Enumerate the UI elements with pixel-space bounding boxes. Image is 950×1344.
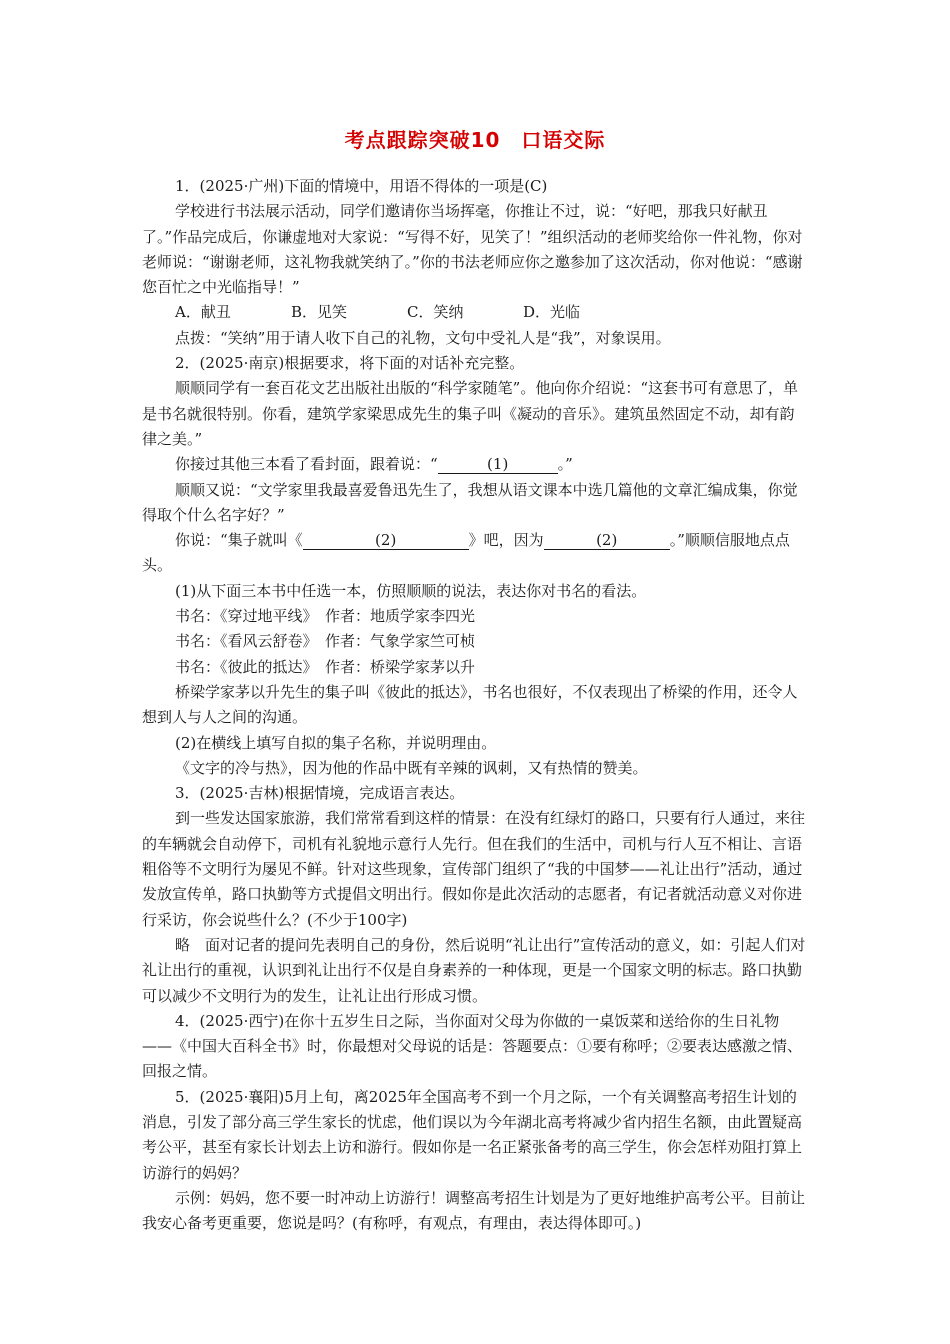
question-2-dialogue-2: 顺顺又说：“文学家里我最喜爱鲁迅先生了，我想从语文课本中选几篇他的文章汇编成集，你觉得取个什么名字好？”	[142, 480, 798, 524]
question-2-answer-2: 《文字的冷与热》，因为他的作品中既有辛辣的讽刺，又有热情的赞美。	[175, 758, 648, 777]
dialogue-text: 你说：“集子就叫《	[175, 531, 303, 550]
question-5-stem: 5．(2025·襄阳)5月上旬，离2025年全国高考不到一个月之际，一个有关调整高考招生计划的消息，引发了部分高三学生家长的忧虑，他们误以为今年湖北高考将减少省内招生名额，由此置疑高考公平，甚至有家长计划去上访和游行。假如你是一名正紧张备考的高三学生，你会怎样劝阻打算上访游行的妈妈？	[142, 1087, 803, 1182]
question-2-stem: 2．(2025·南京)根据要求，将下面的对话补充完整。	[175, 354, 525, 373]
question-2-dialogue-1	[142, 452, 808, 477]
question-2-dialogue-3	[142, 528, 808, 579]
question-3-passage: 到一些发达国家旅游，我们常常看到这样的情景：在没有红绿灯的路口，只要有行人通过，来往的车辆就会自动停下，司机有礼貌地示意行人先行。但在我们的生活中，司机与行人互不相让、言语粗俗等不文明行为屡见不鲜。针对这些现象，宣传部门组织了“我的中国梦——礼让出行”活动，通过发放宣传单，路口执勤等方式提倡文明出行。假如你是此次活动的志愿者，有记者就活动意义对你进行采访，你会说些什么？(不少于100字)	[142, 809, 806, 929]
book-line: 书名：《彼此的抵达》 作者：桥梁学家茅以升	[175, 657, 476, 676]
dialogue-text: 。”顺顺信服地点点头。	[142, 531, 790, 575]
page-title: 考点跟踪突破10 口语交际	[344, 128, 606, 152]
book-line: 书名：《看风云舒卷》 作者：气象学家竺可桢	[175, 632, 476, 651]
blank-2: (2)	[303, 531, 469, 550]
book-line: 书名：《穿过地平线》 作者：地质学家李四光	[175, 607, 476, 626]
question-3-answer: 略 面对记者的提问先表明自己的身份，然后说明“礼让出行”宣传活动的意义，如：引起人们对礼让出行的重视，认识到礼让出行不仅是自身素养的一种体现，更是一个国家文明的标志。路口执勤可以减少不文明行为的发生，让礼让出行形成习惯。	[142, 935, 806, 1005]
question-1-note: 点拨：“笑纳”用于请人收下自己的礼物，文句中受礼人是“我”，对象误用。	[175, 328, 671, 347]
question-4-stem: 4．(2025·西宁)在你十五岁生日之际，当你面对父母为你做的一桌饭菜和送给你的生日礼物——《中国大百科全书》时，你最想对父母说的话是：答题要点：①要有称呼；②要表达感激之情、回报之情。	[142, 1011, 803, 1081]
dialogue-text: 》吧，因为	[468, 531, 544, 550]
question-2-sub-1: (1)从下面三本书中任选一本，仿照顺顺的说法，表达你对书名的看法。	[175, 581, 647, 600]
content	[142, 174, 808, 1236]
question-3-stem: 3．(2025·吉林)根据情境，完成语言表达。	[175, 784, 465, 803]
dialogue-text: 你接过其他三本看了看封面，跟着说：“	[175, 455, 438, 474]
option-d: D．光临	[523, 303, 581, 322]
dialogue-text: 。”	[557, 455, 573, 474]
option-a: A．献丑	[175, 303, 231, 322]
question-1-passage: 学校进行书法展示活动，同学们邀请你当场挥毫，你推让不过，说：“好吧，那我只好献丑了。”作品完成后，你谦虚地对大家说：“写得不好，见笑了！”组织活动的老师奖给你一件礼物，你对老师说：“谢谢老师，这礼物我就笑纳了。”你的书法老师应你之邀参加了这次活动，你对他说：“感谢您百忙之中光临指导！”	[142, 202, 803, 297]
blank-3: (2)	[544, 531, 670, 550]
question-2-sub-2: (2)在横线上填写自拟的集子名称，并说明理由。	[175, 733, 497, 752]
question-2-passage: 顺顺同学有一套百花文艺出版社出版的“科学家随笔”。他向你介绍说：“这套书可有意思了，单是书名就很特别。你看，建筑学家梁思成先生的集子叫《凝动的音乐》。建筑虽然固定不动，却有韵律之美。”	[142, 379, 799, 448]
question-1-stem: 1．(2025·广州)下面的情境中，用语不得体的一项是(C)	[175, 177, 548, 195]
question-2-answer-1: 桥梁学家茅以升先生的集子叫《彼此的抵达》，书名也很好，不仅表现出了桥梁的作用，还令人想到人与人之间的沟通。	[142, 682, 798, 727]
option-b: B．见笑	[291, 303, 348, 322]
question-1-options	[142, 300, 808, 325]
question-5-answer: 示例：妈妈，您不要一时冲动上访游行！调整高考招生计划是为了更好地维护高考公平。目前让我安心备考更重要，您说是吗？(有称呼，有观点，有理由，表达得体即可。)	[142, 1188, 806, 1233]
option-c: C．笑纳	[407, 303, 464, 322]
blank-1: (1)	[438, 455, 558, 474]
